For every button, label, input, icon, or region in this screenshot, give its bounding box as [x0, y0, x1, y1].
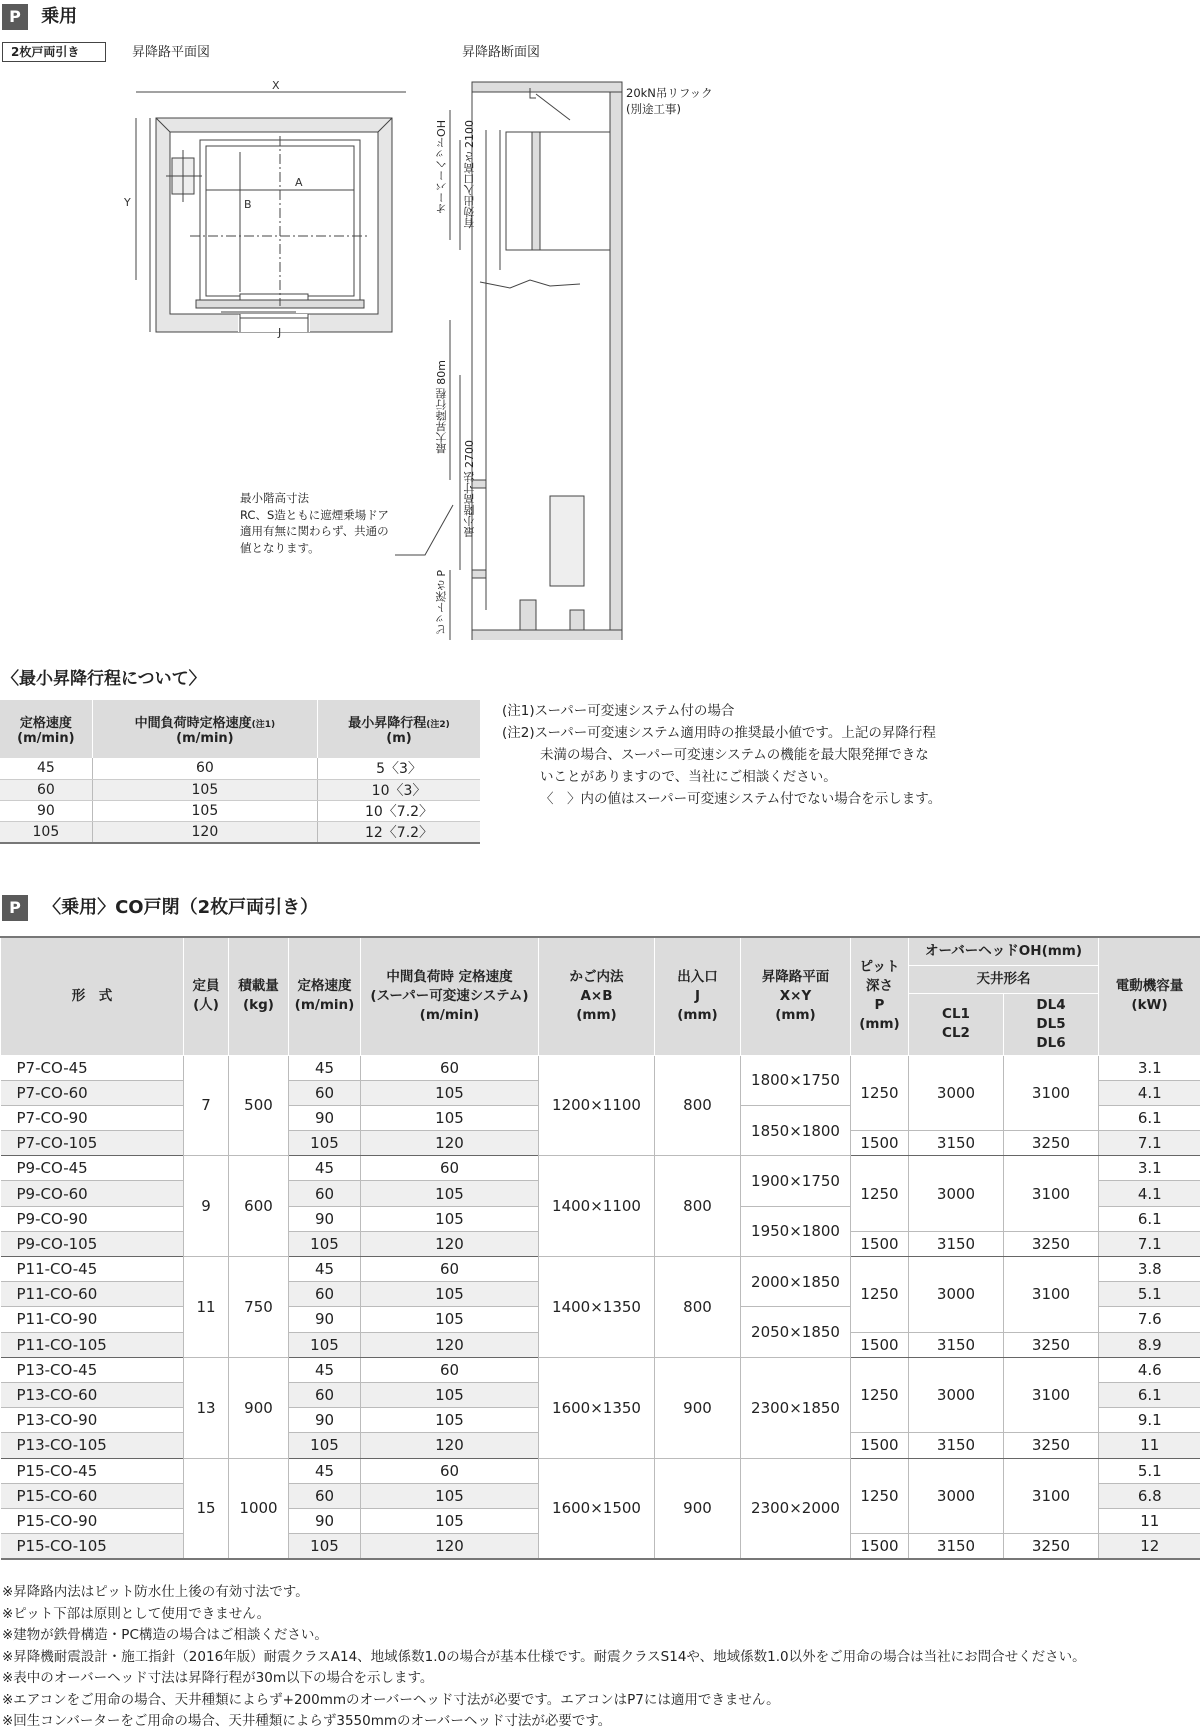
cell-motor-kw: 3.1	[1099, 1156, 1200, 1181]
section2-header	[2, 895, 318, 921]
cell-model: P7-CO-60	[1, 1080, 184, 1105]
cell-hoistway: 2300×2000	[741, 1458, 851, 1559]
mt-header-min-travel: 最小昇降行程(注2) (m)	[318, 700, 480, 758]
plan-label-a: A	[295, 176, 303, 189]
cell-speed: 45	[289, 1055, 361, 1080]
section-badge: P	[2, 4, 28, 30]
cell-hoistway: 1900×1750	[741, 1156, 851, 1206]
cell-overhead-cl: 3150	[909, 1231, 1004, 1256]
cell-motor-kw: 5.1	[1099, 1282, 1200, 1307]
cell-mid-speed: 120	[361, 1433, 539, 1458]
cell-motor-kw: 11	[1099, 1508, 1200, 1533]
cell-motor-kw: 5.1	[1099, 1458, 1200, 1483]
th-ceiling: 天井形名	[909, 965, 1099, 993]
cell-overhead-dl: 3250	[1004, 1433, 1099, 1458]
cell-overhead-dl: 3250	[1004, 1534, 1099, 1559]
cell-mid-speed: 60	[361, 1257, 539, 1282]
cell-model: P15-CO-90	[1, 1508, 184, 1533]
cell-pit: 1250	[851, 1055, 909, 1131]
th-car-size: かご内法 A×B (mm)	[539, 937, 655, 1055]
cell-overhead-dl: 3100	[1004, 1257, 1099, 1333]
cell-model: P15-CO-45	[1, 1458, 184, 1483]
cell-model: P15-CO-60	[1, 1483, 184, 1508]
cell-speed: 60	[289, 1080, 361, 1105]
plan-title: 昇降路平面図	[132, 45, 211, 60]
cell-motor-kw: 7.6	[1099, 1307, 1200, 1332]
cell-entrance: 800	[655, 1156, 741, 1257]
table-row	[1, 1458, 1200, 1483]
cell-motor-kw: 6.8	[1099, 1483, 1200, 1508]
cell-motor-kw: 4.1	[1099, 1181, 1200, 1206]
cell-persons: 13	[184, 1357, 229, 1458]
cell-overhead-cl: 3000	[909, 1156, 1004, 1232]
cell-model: P9-CO-60	[1, 1181, 184, 1206]
cell-model: P13-CO-60	[1, 1382, 184, 1407]
cell-model: P7-CO-45	[1, 1055, 184, 1080]
door-type-label: 2枚戸両引き	[2, 42, 106, 62]
cell-speed: 60	[289, 1382, 361, 1407]
th-load: 積載量 (kg)	[229, 937, 289, 1055]
cell-overhead-cl: 3000	[909, 1357, 1004, 1433]
th-ceiling-dl: DL4 DL5 DL6	[1004, 993, 1099, 1055]
mt-header-mid-speed: 中間負荷時定格速度(注1) (m/min)	[92, 700, 317, 758]
cell-mid-speed: 105	[361, 1408, 539, 1433]
table-row	[1, 1055, 1200, 1080]
cell-speed: 90	[289, 1508, 361, 1533]
cell-entrance: 800	[655, 1055, 741, 1156]
cell-speed: 45	[289, 1458, 361, 1483]
table-row	[1, 1357, 1200, 1382]
hook-label: 20kN吊リフック (別途工事)	[626, 86, 713, 116]
cell-load: 750	[229, 1257, 289, 1358]
cell-hoistway: 1800×1750	[741, 1055, 851, 1105]
cell-speed: 45	[289, 1357, 361, 1382]
max-travel-label: 最大昇降行程 80m	[435, 360, 448, 455]
min-travel-notes: (注1)スーパー可変速システム付の場合 (注2)スーパー可変速システム適用時の推奨最小値です。上記の昇降行程 未満の場合、スーパー可変速システムの機能を最大限発揮できな いことがありますので、当社にご相談ください。 〈 〉内の値はスーパー可変速システム付でない場合を示します。	[502, 703, 942, 807]
cell-motor-kw: 11	[1099, 1433, 1200, 1458]
section2-title: 〈乗用〉CO戸閉（2枚戸両引き）	[43, 897, 319, 918]
cell-overhead-dl: 3250	[1004, 1231, 1099, 1256]
cell-speed: 45	[289, 1156, 361, 1181]
th-speed: 定格速度 (m/min)	[289, 937, 361, 1055]
cell-model: P11-CO-60	[1, 1282, 184, 1307]
cell-overhead-cl: 3150	[909, 1131, 1004, 1156]
cell-mid-speed: 105	[361, 1282, 539, 1307]
cell-mid-speed: 60	[361, 1357, 539, 1382]
cell-motor-kw: 8.9	[1099, 1332, 1200, 1357]
cell-pit: 1250	[851, 1257, 909, 1333]
cell-speed: 90	[289, 1105, 361, 1130]
cell-model: P7-CO-105	[1, 1131, 184, 1156]
table-row	[1, 1257, 1200, 1282]
cell-mid-speed: 105	[361, 1483, 539, 1508]
cell-model: P9-CO-90	[1, 1206, 184, 1231]
cell-speed: 105	[289, 1332, 361, 1357]
cell-mid-speed: 120	[361, 1231, 539, 1256]
table-row: 45 60 5〈3〉	[0, 758, 480, 779]
cell-mid-speed: 120	[361, 1131, 539, 1156]
cell-persons: 7	[184, 1055, 229, 1156]
cell-entrance: 900	[655, 1357, 741, 1458]
th-overhead: オーバーヘッドOH(mm)	[909, 937, 1099, 965]
cell-model: P13-CO-45	[1, 1357, 184, 1382]
cell-car-size: 1400×1100	[539, 1156, 655, 1257]
plan-label-b: B	[244, 198, 252, 211]
cell-motor-kw: 3.8	[1099, 1257, 1200, 1282]
cell-hoistway: 2300×1850	[741, 1357, 851, 1458]
cell-speed: 105	[289, 1231, 361, 1256]
cell-overhead-cl: 3000	[909, 1257, 1004, 1333]
cell-overhead-cl: 3000	[909, 1055, 1004, 1131]
min-travel-title: 〈最小昇降行程について〉	[2, 669, 206, 689]
footnotes: ※昇降路内法はピット防水仕上後の有効寸法です。 ※ピット下部は原則として使用できません。 ※建物が鉄骨構造・PC構造の場合はご相談ください。 ※昇降機耐震設計・施工指針（2016年版）耐震クラスA14、地域係数1.0の場合が基本仕様です。耐震クラスS14や、地域係数1.0以外をご用命の場合は当社にお問合せください。 ※表中のオーバーヘッド寸法は昇降行程が30m以下の場合を示します。 ※エアコンをご用命の場合、天井種類によらず+200mmのオーバーヘッド寸法が必要です。エアコンはP7には適用できません。 ※回生コンバーターをご用命の場合、天井種類によらず3550mmのオーバーヘッド寸法が必要です。	[2, 1584, 1086, 1729]
cell-hoistway: 1850×1800	[741, 1105, 851, 1155]
cell-speed: 105	[289, 1433, 361, 1458]
pit-depth-label: ピット深さ P	[435, 570, 448, 636]
cell-model: P7-CO-90	[1, 1105, 184, 1130]
cell-motor-kw: 6.1	[1099, 1105, 1200, 1130]
cell-mid-speed: 60	[361, 1458, 539, 1483]
cell-pit: 1500	[851, 1433, 909, 1458]
cell-load: 600	[229, 1156, 289, 1257]
cell-pit: 1500	[851, 1231, 909, 1256]
cell-hoistway: 1950×1800	[741, 1206, 851, 1256]
cell-overhead-dl: 3100	[1004, 1156, 1099, 1232]
cell-load: 1000	[229, 1458, 289, 1559]
min-travel-table	[0, 700, 480, 844]
cell-car-size: 1400×1350	[539, 1257, 655, 1358]
cell-mid-speed: 60	[361, 1156, 539, 1181]
cell-mid-speed: 120	[361, 1332, 539, 1357]
cell-model: P15-CO-105	[1, 1534, 184, 1559]
cell-speed: 45	[289, 1257, 361, 1282]
th-pit: ピット 深さ P (mm)	[851, 937, 909, 1055]
mt-header-speed: 定格速度 (m/min)	[0, 700, 92, 758]
cell-model: P9-CO-45	[1, 1156, 184, 1181]
cell-pit: 1500	[851, 1534, 909, 1559]
cell-pit: 1250	[851, 1156, 909, 1232]
cell-hoistway: 2050×1850	[741, 1307, 851, 1357]
cell-mid-speed: 60	[361, 1055, 539, 1080]
spec-table	[0, 936, 1200, 1560]
cell-model: P13-CO-105	[1, 1433, 184, 1458]
cell-mid-speed: 105	[361, 1206, 539, 1231]
table-row	[1, 1156, 1200, 1181]
cell-pit: 1500	[851, 1332, 909, 1357]
cell-overhead-dl: 3250	[1004, 1131, 1099, 1156]
cell-overhead-dl: 3100	[1004, 1055, 1099, 1131]
cell-overhead-cl: 3150	[909, 1534, 1004, 1559]
plan-label-j: J	[278, 326, 282, 339]
plan-label-y: Y	[124, 196, 131, 209]
cell-mid-speed: 105	[361, 1508, 539, 1533]
cell-motor-kw: 6.1	[1099, 1382, 1200, 1407]
cell-mid-speed: 105	[361, 1181, 539, 1206]
cell-pit: 1250	[851, 1357, 909, 1433]
cell-motor-kw: 7.1	[1099, 1131, 1200, 1156]
table-row: 60 105 10〈3〉	[0, 779, 480, 800]
cell-speed: 105	[289, 1131, 361, 1156]
cell-motor-kw: 3.1	[1099, 1055, 1200, 1080]
cell-motor-kw: 6.1	[1099, 1206, 1200, 1231]
th-mid-speed: 中間負荷時 定格速度 (スーパー可変速システム) (m/min)	[361, 937, 539, 1055]
th-hoistway: 昇降路平面 X×Y (mm)	[741, 937, 851, 1055]
cell-speed: 90	[289, 1206, 361, 1231]
cell-entrance: 900	[655, 1458, 741, 1559]
cell-load: 500	[229, 1055, 289, 1156]
th-entrance: 出入口 J (mm)	[655, 937, 741, 1055]
section2-badge: P	[2, 895, 28, 921]
cell-motor-kw: 9.1	[1099, 1408, 1200, 1433]
cell-speed: 90	[289, 1307, 361, 1332]
th-model: 形 式	[1, 937, 184, 1055]
cell-persons: 11	[184, 1257, 229, 1358]
cell-persons: 9	[184, 1156, 229, 1257]
th-persons: 定員 (人)	[184, 937, 229, 1055]
cell-speed: 60	[289, 1181, 361, 1206]
cell-model: P11-CO-45	[1, 1257, 184, 1282]
cell-load: 900	[229, 1357, 289, 1458]
min-floor-callout: 最小階高寸法 RC、S造ともに遮煙乗場ドア 適用有無に関わらず、共通の 値となります。	[240, 491, 389, 555]
entrance-height-label: 有効出入口高さ 2100	[463, 120, 476, 229]
cell-entrance: 800	[655, 1257, 741, 1358]
cell-pit: 1500	[851, 1131, 909, 1156]
cell-persons: 15	[184, 1458, 229, 1559]
cell-model: P9-CO-105	[1, 1231, 184, 1256]
cell-motor-kw: 7.1	[1099, 1231, 1200, 1256]
table-row: 90 105 10〈7.2〉	[0, 800, 480, 821]
cell-speed: 105	[289, 1534, 361, 1559]
section-drawing-title: 昇降路断面図	[462, 45, 541, 60]
cell-car-size: 1200×1100	[539, 1055, 655, 1156]
cell-mid-speed: 105	[361, 1307, 539, 1332]
cell-motor-kw: 12	[1099, 1534, 1200, 1559]
cell-mid-speed: 105	[361, 1382, 539, 1407]
hoistway-plan-drawing	[110, 80, 410, 360]
cell-model: P11-CO-90	[1, 1307, 184, 1332]
th-ceiling-cl: CL1 CL2	[909, 993, 1004, 1055]
cell-overhead-dl: 3250	[1004, 1332, 1099, 1357]
cell-motor-kw: 4.1	[1099, 1080, 1200, 1105]
cell-overhead-cl: 3150	[909, 1433, 1004, 1458]
th-motor: 電動機容量 (kW)	[1099, 937, 1200, 1055]
cell-model: P11-CO-105	[1, 1332, 184, 1357]
cell-model: P13-CO-90	[1, 1408, 184, 1433]
min-floor-height-label: 最小階高寸法 2700	[463, 440, 476, 538]
cell-overhead-cl: 3150	[909, 1332, 1004, 1357]
cell-mid-speed: 120	[361, 1534, 539, 1559]
cell-mid-speed: 105	[361, 1105, 539, 1130]
plan-label-x: X	[272, 80, 280, 92]
cell-mid-speed: 105	[361, 1080, 539, 1105]
section1-header	[2, 4, 77, 30]
cell-overhead-cl: 3000	[909, 1458, 1004, 1534]
cell-speed: 90	[289, 1408, 361, 1433]
cell-speed: 60	[289, 1282, 361, 1307]
table-row: 105 120 12〈7.2〉	[0, 821, 480, 843]
cell-overhead-dl: 3100	[1004, 1357, 1099, 1433]
cell-car-size: 1600×1500	[539, 1458, 655, 1559]
section-title: 乗用	[41, 6, 78, 27]
cell-motor-kw: 4.6	[1099, 1357, 1200, 1382]
cell-car-size: 1600×1350	[539, 1357, 655, 1458]
cell-overhead-dl: 3100	[1004, 1458, 1099, 1534]
cell-speed: 60	[289, 1483, 361, 1508]
overhead-label: オーバーヘッドOH	[435, 120, 448, 214]
cell-hoistway: 2000×1850	[741, 1257, 851, 1307]
cell-pit: 1250	[851, 1458, 909, 1534]
